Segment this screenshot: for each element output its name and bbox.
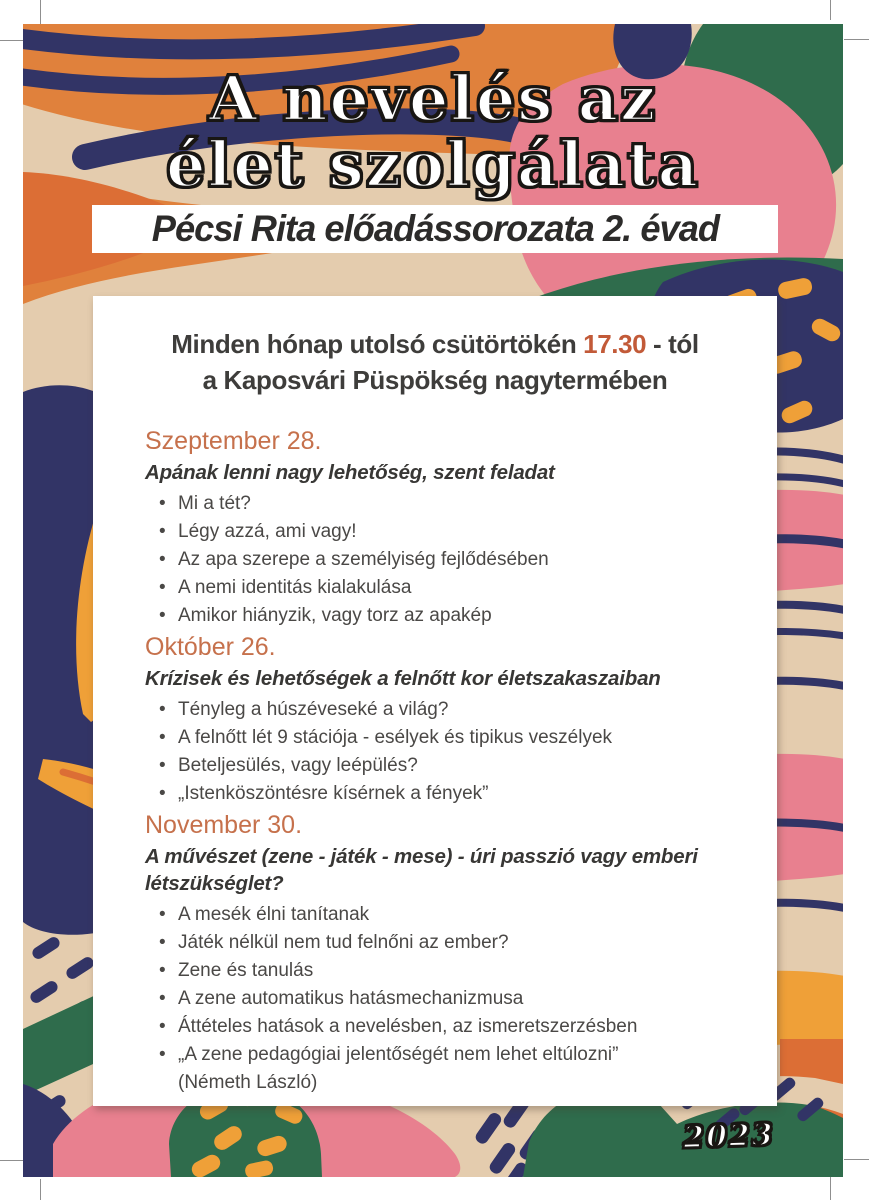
schedule-heading-line1 xyxy=(93,326,777,362)
section-date: Szeptember 28. xyxy=(145,427,322,455)
bullet-text: Az apa szerepe a személyiség fejlődésében xyxy=(178,549,549,570)
subtitle-text: Pécsi Rita előadássorozata 2. évad xyxy=(151,208,719,249)
crop-mark-bottom-left-v xyxy=(40,1179,41,1200)
bullet-text: A nemi identitás kialakulása xyxy=(178,577,412,598)
bullet-text: Légy azzá, ami vagy! xyxy=(178,521,357,542)
schedule-section xyxy=(145,426,739,630)
bullet-text: Mi a tét? xyxy=(178,493,251,514)
bullet-item xyxy=(145,696,739,724)
poster-title xyxy=(23,62,843,201)
crop-mark-top-right-h xyxy=(844,39,869,40)
bullet-text: A felnőtt lét 9 stációja - esélyek és tipikus veszélyek xyxy=(178,727,613,748)
section-title: A művészet (zene - játék - mese) - úri passzió vagy emberi létszükséglet? xyxy=(145,845,698,895)
bullet-item xyxy=(145,780,739,808)
bullet-item xyxy=(145,985,739,1013)
year-label: 2023 xyxy=(682,1117,776,1156)
subtitle-banner xyxy=(92,205,778,253)
section-title: Apának lenni nagy lehetőség, szent feladat xyxy=(145,461,555,484)
bullet-item xyxy=(145,724,739,752)
section-date: November 30. xyxy=(145,811,303,839)
bullet-text: Áttételes hatások a nevelésben, az ismeretszerzésben xyxy=(178,1016,638,1037)
bullet-item xyxy=(145,752,739,780)
bullet-text: „Istenköszöntésre kísérnek a fények” xyxy=(178,783,489,804)
bullet-item xyxy=(145,518,739,546)
schedule-heading-prefix: Minden hónap utolsó csütörtökén xyxy=(171,329,584,359)
schedule-card xyxy=(93,296,777,1106)
section-title: Krízisek és lehetőségek a felnőtt kor életszakaszaiban xyxy=(145,667,661,690)
bullet-text: „A zene pedagógiai jelentőségét nem lehet eltúlozni” xyxy=(178,1044,619,1065)
section-bullets xyxy=(145,901,739,1097)
bullet-note: (Németh László) xyxy=(178,1072,318,1093)
bullet-text: Játék nélkül nem tud felnőni az ember? xyxy=(178,932,509,953)
crop-mark-top-left-v xyxy=(40,0,41,26)
bullet-text: A mesék élni tanítanak xyxy=(178,904,370,925)
bullet-item xyxy=(145,574,739,602)
section-bullets xyxy=(145,696,739,808)
poster-title-line1: A nevelés az xyxy=(208,62,658,135)
bullet-item xyxy=(145,602,739,630)
bullet-text: Beteljesülés, vagy leépülés? xyxy=(178,755,418,776)
poster-title-line2: élet szolgálata xyxy=(166,128,700,201)
bullet-item xyxy=(145,1041,739,1097)
crop-mark-bottom-right-h xyxy=(844,1159,869,1160)
bullet-text: Zene és tanulás xyxy=(178,960,314,981)
bullet-item xyxy=(145,929,739,957)
section-date: Október 26. xyxy=(145,633,276,661)
schedule-heading xyxy=(93,326,777,398)
section-bullets xyxy=(145,490,739,630)
schedule-time: 17.30 xyxy=(583,329,647,359)
poster xyxy=(23,24,843,1177)
crop-mark-top-right-v xyxy=(830,0,831,20)
schedule-heading-line2: a Kaposvári Püspökség nagytermében xyxy=(202,365,668,395)
bullet-text: Amikor hiányzik, vagy torz az apakép xyxy=(178,605,492,626)
schedule-section xyxy=(145,632,739,808)
bullet-text: A zene automatikus hatásmechanizmusa xyxy=(178,988,524,1009)
schedule-sections xyxy=(145,426,739,1097)
bullet-item xyxy=(145,490,739,518)
bullet-item xyxy=(145,957,739,985)
bullet-item xyxy=(145,1013,739,1041)
schedule-section xyxy=(145,810,739,1097)
bullet-text: Tényleg a húszéveseké a világ? xyxy=(178,699,449,720)
bullet-item xyxy=(145,901,739,929)
bullet-item xyxy=(145,546,739,574)
schedule-heading-suffix: - tól xyxy=(646,329,699,359)
